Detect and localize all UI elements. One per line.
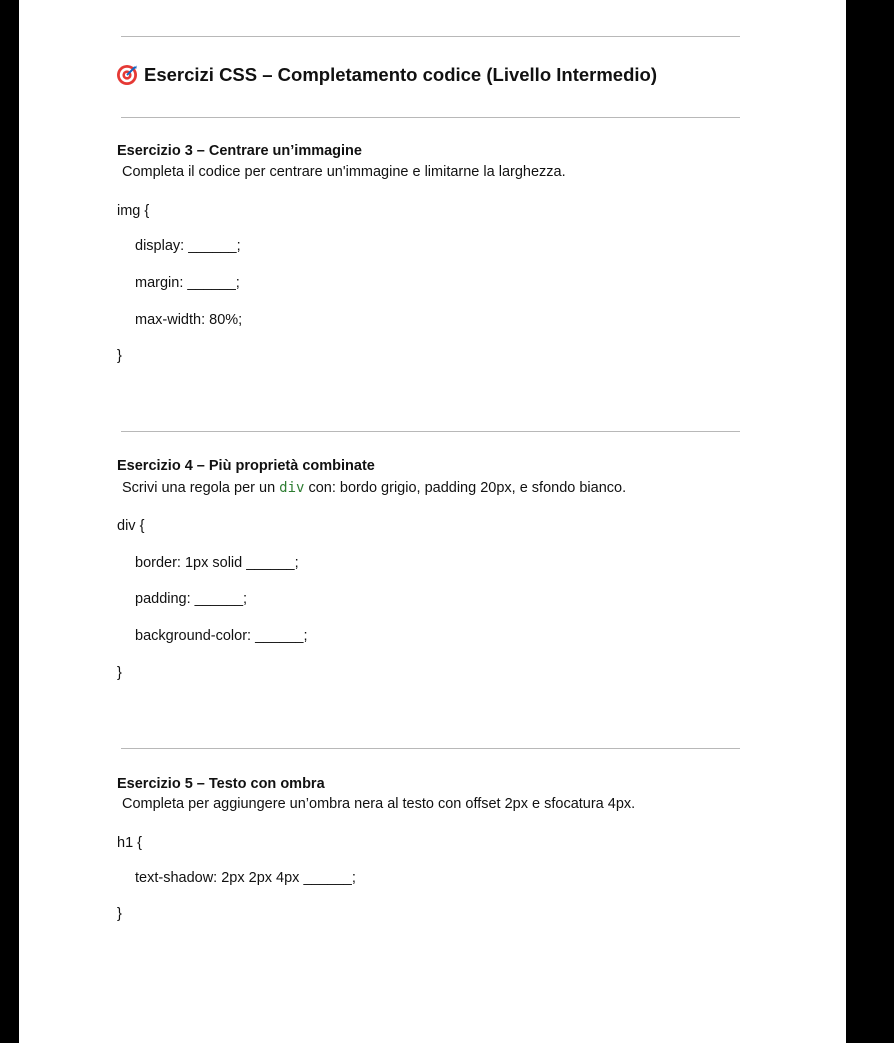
exercise-4-description xyxy=(122,480,626,496)
exercise-5-title: Esercizio 5 – Testo con ombra xyxy=(117,776,325,792)
inline-code: div xyxy=(279,480,305,496)
code-line: display: ______; xyxy=(135,238,241,254)
description-text: con: bordo grigio, padding 20px, e sfondo bianco. xyxy=(304,480,627,496)
divider xyxy=(121,748,740,749)
divider xyxy=(121,117,740,118)
page-title-text: Esercizi CSS – Completamento codice (Livello Intermedio) xyxy=(144,64,657,85)
code-line: img { xyxy=(117,203,150,219)
code-line: text-shadow: 2px 2px 4px ______; xyxy=(135,870,356,886)
code-line: h1 { xyxy=(117,835,142,851)
exercise-5-description: Completa per aggiungere un’ombra nera al testo con offset 2px e sfocatura 4px. xyxy=(122,796,636,812)
code-line: max-width: 80%; xyxy=(135,312,243,328)
exercise-3-title: Esercizio 3 – Centrare un’immagine xyxy=(117,143,362,159)
code-line: border: 1px solid ______; xyxy=(135,555,299,571)
document-page xyxy=(19,0,846,1043)
code-line: margin: ______; xyxy=(135,275,240,291)
code-line: } xyxy=(117,906,122,922)
code-line: } xyxy=(117,665,122,681)
code-line: div { xyxy=(117,518,145,534)
code-line: padding: ______; xyxy=(135,591,248,607)
exercise-3-description: Completa il codice per centrare un'immagine e limitarne la larghezza. xyxy=(122,164,566,180)
code-line: } xyxy=(117,348,122,364)
exercise-4-title: Esercizio 4 – Più proprietà combinate xyxy=(117,458,375,474)
description-text: Scrivi una regola per un xyxy=(122,480,280,496)
target-icon xyxy=(116,64,138,86)
divider xyxy=(121,431,740,432)
page-title xyxy=(116,64,657,86)
divider xyxy=(121,36,740,37)
code-line: background-color: ______; xyxy=(135,628,308,644)
